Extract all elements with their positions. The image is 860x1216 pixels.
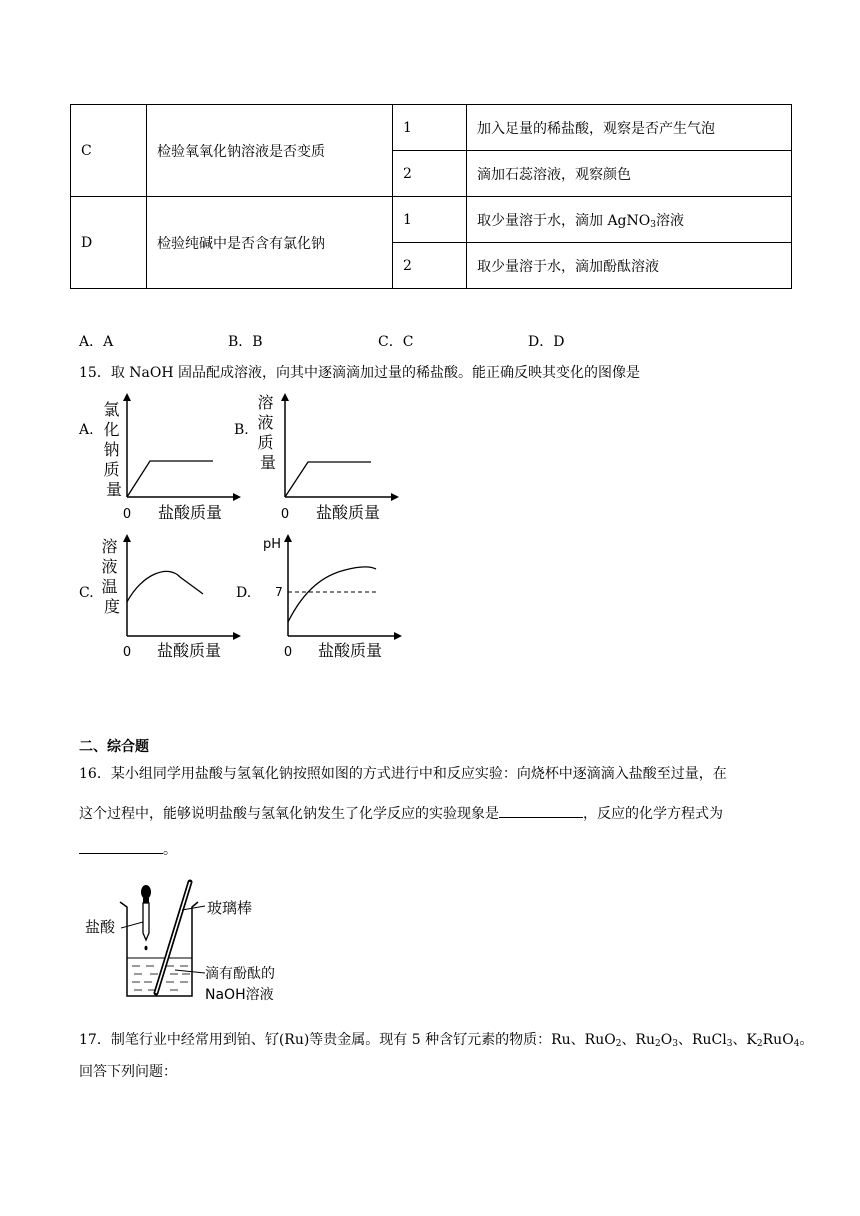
choice-a: A．A (79, 334, 114, 350)
graph-c (101, 537, 237, 660)
q15-stem: 15．取 NaOH 固品配成溶液，向其中逐滴滴加过量的稀盐酸。能正确反映其变化的图像是 (79, 365, 640, 381)
dropper-tube (143, 903, 149, 940)
table-method-text: 加入足量的稀盐酸，观察是否产生气泡 (467, 105, 792, 151)
table-method-no: 2 (393, 243, 467, 289)
q16-figure (0, 870, 860, 1010)
graph-d-curve (288, 567, 376, 622)
graph-a-curve (127, 461, 213, 497)
beaker-diagram (120, 882, 205, 996)
graph-b-xlabel: 盐酸质量 (315, 503, 381, 522)
table-method-no: 2 (393, 151, 467, 197)
dropper-bulb (141, 885, 151, 899)
graph-a-origin: 0 (122, 507, 132, 522)
graph-d-xlabel: 盐酸质量 (317, 641, 383, 660)
graph-b-letter: B. (234, 422, 249, 438)
graph-a (103, 397, 237, 522)
graph-c-origin: 0 (122, 645, 132, 660)
graph-b-curve (285, 462, 371, 497)
label-solution-2: NaOH溶液 (205, 987, 274, 1003)
section-title: 二、综合题 (79, 739, 149, 755)
glass-rod-highlight (156, 882, 190, 993)
q16-blank-1[interactable] (499, 803, 583, 818)
q16-line-1: 16．某小组同学用盐酸与氢氧化钠按照如图的方式进行中和反应实验：向烧杯中逐滴滴入盐酸至过量，在 (79, 766, 727, 782)
graph-b (257, 393, 395, 522)
q17-line-1: 17．制笔行业中经常用到铂、钌(Ru)等贵金属。现有 5 种含钌元素的物质：Ru、RuO$_2$、$Ru_2O_3$、RuCl$_3$、$K_2RuO_4$。 (79, 1032, 814, 1049)
table-option-c: C (71, 105, 147, 197)
graph-d-letter: D. (236, 585, 252, 601)
graph-d-ylabel: pH (262, 537, 282, 552)
q16-line-3: 。 (79, 836, 799, 864)
graph-c-ylabel: 溶 液 温 度 (101, 537, 121, 616)
graph-d-ph7-tick: 7 (275, 585, 283, 599)
label-rod: 玻璃棒 (207, 899, 253, 917)
table-purpose-c: 检验氧氧化钠溶液是否变质 (147, 105, 393, 197)
graph-a-letter: A. (79, 422, 94, 438)
q16-blank-2[interactable] (79, 839, 163, 854)
table-method-no: 1 (393, 105, 467, 151)
graph-b-origin: 0 (280, 507, 290, 522)
solution-leader (175, 970, 205, 973)
table-purpose-d: 检验纯碱中是否含有氯化钠 (147, 197, 393, 289)
graph-d (263, 537, 398, 660)
dropper-collar (143, 898, 149, 903)
graph-a-xlabel: 盐酸质量 (157, 503, 223, 522)
acid-leader (121, 922, 143, 928)
graph-c-xlabel: 盐酸质量 (156, 641, 222, 660)
choice-c: C．C (378, 334, 414, 350)
graph-b-ylabel: 溶 液 质 量 (257, 393, 277, 472)
table-option-d: D (71, 197, 147, 289)
choice-d: D．D (528, 334, 565, 350)
table-method-no: 1 (393, 197, 467, 243)
q17-line-2: 回答下列问题： (79, 1064, 177, 1080)
label-solution-1: 滴有酚酞的 (205, 966, 275, 982)
graph-c-letter: C. (79, 585, 94, 601)
droplet (145, 946, 148, 951)
graph-a-ylabel: 氯 化 钠 质 量 (103, 400, 123, 499)
choice-b: B．B (228, 334, 263, 350)
q16-line-2: 这个过程中，能够说明盐酸与氢氧化钠发生了化学反应的实验现象是 ，反应的化学方程式为 (79, 800, 799, 828)
table-method-text: 取少量溶于水，滴加 AgNO$_3$溶液 (467, 197, 792, 243)
graph-d-origin: 0 (283, 645, 293, 660)
graph-c-curve (127, 571, 203, 602)
table-method-text: 取少量溶于水，滴加酚酞溶液 (467, 243, 792, 289)
label-acid: 盐酸 (85, 918, 116, 936)
table-method-text: 滴加石蕊溶液，观察颜色 (467, 151, 792, 197)
